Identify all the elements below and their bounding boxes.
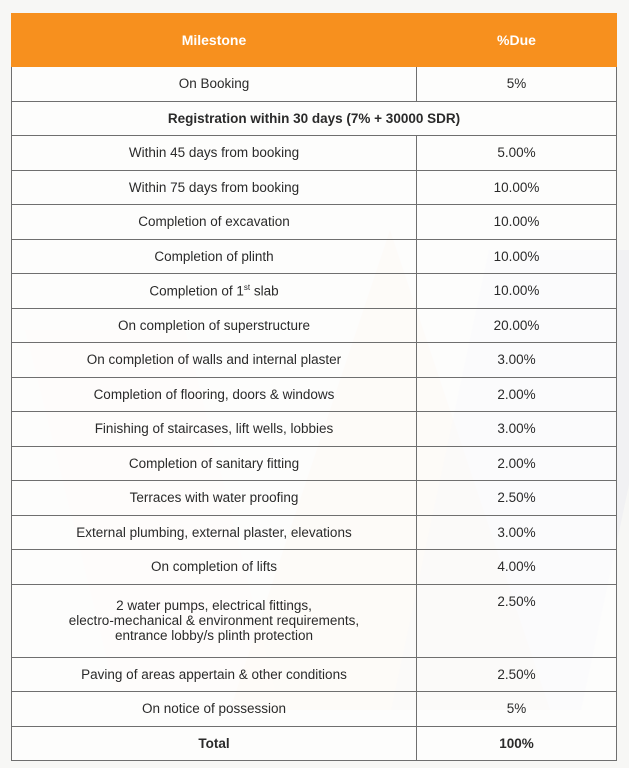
- milestone-line: electro-mechanical & environment requirements,: [68, 613, 360, 628]
- milestone-text: Completion of 1: [149, 283, 244, 299]
- milestone-cell: Completion of excavation: [12, 205, 417, 240]
- milestone-cell: On notice of possession: [12, 692, 417, 727]
- due-cell: 2.00%: [417, 446, 617, 481]
- registration-row: [12, 101, 617, 136]
- due-cell: 10.00%: [417, 205, 617, 240]
- table-row: [12, 170, 617, 205]
- table-row: [12, 239, 617, 274]
- milestone-cell: Completion of flooring, doors & windows: [12, 377, 417, 412]
- ordinal-suffix: st: [243, 283, 251, 292]
- table-row: [12, 343, 617, 378]
- milestone-cell: Terraces with water proofing: [12, 481, 417, 516]
- milestone-line: entrance lobby/s plinth protection: [114, 628, 314, 643]
- table-row: [12, 412, 617, 447]
- due-cell: 3.00%: [417, 412, 617, 447]
- milestone-cell: On completion of walls and internal plaster: [12, 343, 417, 378]
- due-cell: 2.50%: [417, 584, 617, 657]
- milestone-cell: Within 75 days from booking: [12, 170, 417, 205]
- due-cell: 2.50%: [417, 657, 617, 692]
- milestone-cell: Completion of sanitary fitting: [12, 446, 417, 481]
- milestone-line: 2 water pumps, electrical fittings,: [116, 598, 312, 613]
- due-cell: 3.00%: [417, 515, 617, 550]
- registration-cell: Registration within 30 days (7% + 30000 SDR): [12, 101, 617, 136]
- milestone-text: slab: [250, 283, 279, 299]
- milestone-cell: Within 45 days from booking: [12, 136, 417, 171]
- due-cell: 10.00%: [417, 274, 617, 309]
- total-due: 100%: [417, 726, 617, 761]
- total-label: Total: [12, 726, 417, 761]
- milestone-cell: Completion of plinth: [12, 239, 417, 274]
- table-row: [12, 446, 617, 481]
- table-row: [12, 481, 617, 516]
- table-row: [12, 377, 617, 412]
- due-cell: 5.00%: [417, 136, 617, 171]
- table-row: [12, 515, 617, 550]
- milestone-cell: Paving of areas appertain & other conditions: [12, 657, 417, 692]
- table-row: [12, 550, 617, 585]
- table-row: [12, 274, 617, 309]
- milestone-cell: On completion of superstructure: [12, 308, 417, 343]
- due-cell: 20.00%: [417, 308, 617, 343]
- milestone-cell: Finishing of staircases, lift wells, lobbies: [12, 412, 417, 447]
- milestone-cell: [12, 584, 417, 657]
- due-cell: 2.50%: [417, 481, 617, 516]
- milestone-cell: On completion of lifts: [12, 550, 417, 585]
- due-cell: 5%: [417, 692, 617, 727]
- due-cell: 10.00%: [417, 239, 617, 274]
- milestone-cell: [12, 274, 417, 309]
- table-header-row: [12, 14, 617, 67]
- payment-milestone-table: [11, 13, 617, 761]
- due-cell: 3.00%: [417, 343, 617, 378]
- table-row: [12, 692, 617, 727]
- milestone-cell: External plumbing, external plaster, elevations: [12, 515, 417, 550]
- table-row: [12, 67, 617, 102]
- table-row: [12, 205, 617, 240]
- table-row: [12, 136, 617, 171]
- milestone-column-header: Milestone: [12, 14, 417, 67]
- table-row: [12, 584, 617, 657]
- milestone-cell: On Booking: [12, 67, 417, 102]
- table-row: [12, 657, 617, 692]
- due-column-header: %Due: [417, 14, 617, 67]
- due-cell: 4.00%: [417, 550, 617, 585]
- due-cell: 2.00%: [417, 377, 617, 412]
- total-row: [12, 726, 617, 761]
- table-row: [12, 308, 617, 343]
- due-cell: 5%: [417, 67, 617, 102]
- due-cell: 10.00%: [417, 170, 617, 205]
